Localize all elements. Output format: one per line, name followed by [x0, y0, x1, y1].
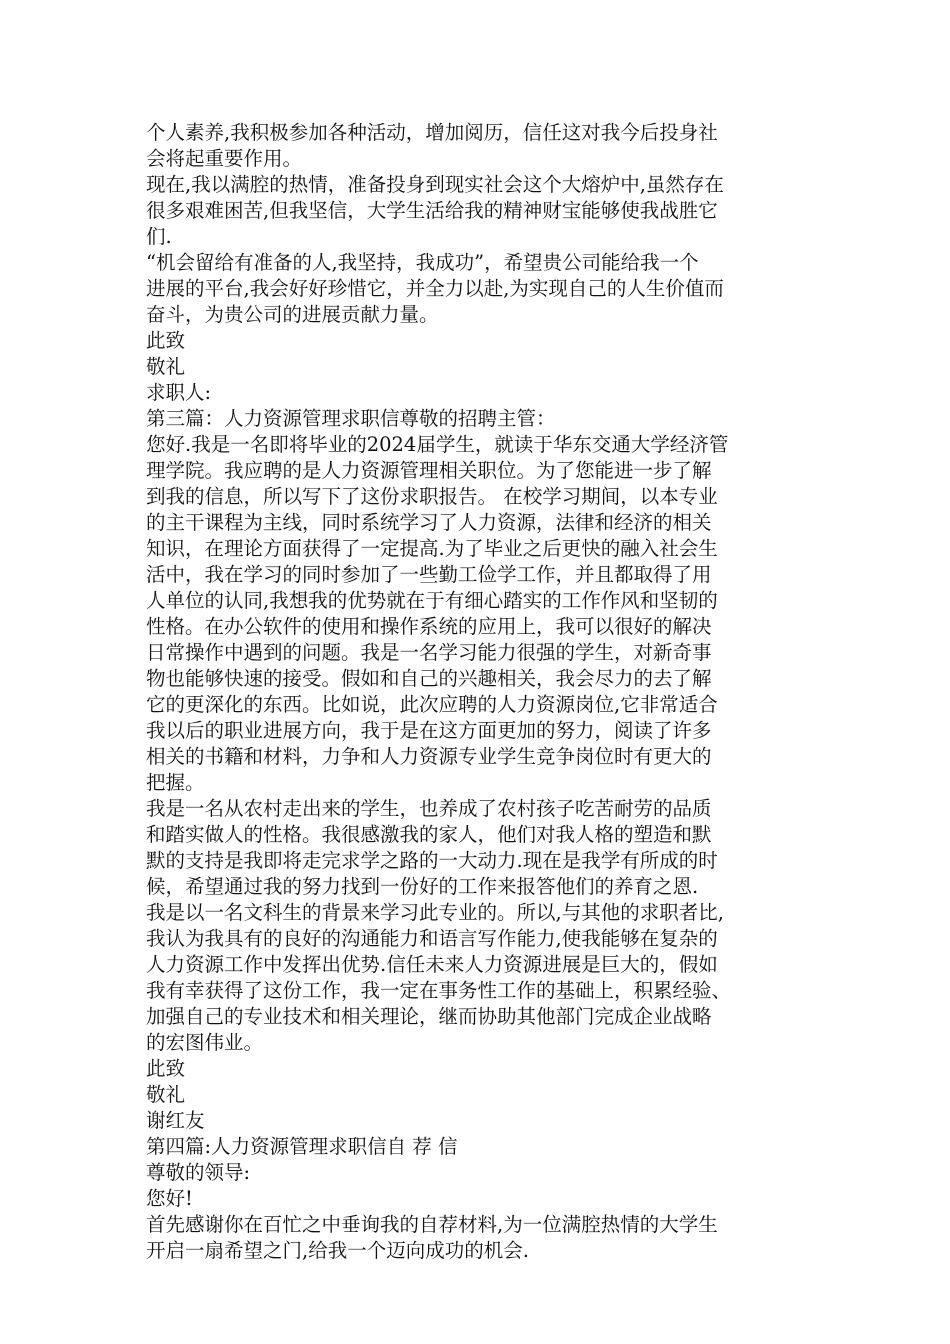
- text-line: 相关的书籍和材料，力争和人力资源专业学生竞争岗位时有更大的: [146, 745, 712, 768]
- text-line: 理学院。我应聘的是人力资源管理相关职位。为了您能进一步了解: [146, 459, 712, 482]
- closing-line: 此致: [146, 329, 186, 352]
- text-line: 我是一名从农村走出来的学生，也养成了农村孩子吃苦耐劳的品质: [146, 797, 712, 820]
- greeting-line: 您好!: [146, 1187, 193, 1210]
- text-line: “机会留给有准备的人,我坚持，我成功”，希望贵公司能给我一个: [146, 251, 699, 274]
- text-line: 我是以一名文科生的背景来学习此专业的。所以,与其他的求职者比,: [146, 901, 724, 924]
- section-heading: 第三篇：人力资源管理求职信尊敬的招聘主管：: [146, 407, 556, 430]
- text-line: 的宏图伟业。: [146, 1031, 264, 1054]
- text-line: 日常操作中遇到的问题。我是一名学习能力很强的学生，对新奇事: [146, 641, 712, 664]
- text-line: 我有幸获得了这份工作，我一定在事务性工作的基础上，积累经验、: [146, 979, 732, 1002]
- text-line: 您好.我是一名即将毕业的2024届学生，就读于华东交通大学经济管: [146, 433, 729, 456]
- text-line: 它的更深化的东西。比如说，此次应聘的人力资源岗位,它非常适合: [146, 693, 718, 716]
- text-line: 加强自己的专业技术和相关理论，继而协助其他部门完成企业战略: [146, 1005, 712, 1028]
- text-line: 物也能够快速的接受。假如和自己的兴趣相关，我会尽力的去了解: [146, 667, 712, 690]
- text-line: 首先感谢你在百忙之中垂询我的自荐材料,为一位满腔热情的大学生: [146, 1213, 718, 1236]
- closing-line: 敬礼: [146, 355, 186, 378]
- text-line: 活中，我在学习的同时参加了一些勤工俭学工作，并且都取得了用: [146, 563, 712, 586]
- closing-line: 敬礼: [146, 1083, 186, 1106]
- document-body: [146, 120, 836, 1264]
- text-line: 我认为我具有的良好的沟通能力和语言写作能力,使我能够在复杂的: [146, 927, 718, 950]
- text-line: 把握。: [146, 771, 205, 794]
- text-line: 奋斗，为贵公司的进展贡献力量。: [146, 303, 439, 326]
- section-heading: 第四篇:人力资源管理求职信自 荐 信: [146, 1135, 458, 1158]
- text-line: 和踏实做人的性格。我很感激我的家人，他们对我人格的塑造和默: [146, 823, 712, 846]
- text-line: 默的支持是我即将走完求学之路的一大动力.现在是我学有所成的时: [146, 849, 718, 872]
- text-line: 个人素养,我积极参加各种活动，增加阅历，信任这对我今后投身社: [146, 121, 718, 144]
- text-line: 到我的信息，所以写下了这份求职报告。 在校学习期间，以本专业: [146, 485, 718, 508]
- text-line: 我以后的职业进展方向，我于是在这方面更加的努力，阅读了许多: [146, 719, 712, 742]
- text-line: 知识，在理论方面获得了一定提高.为了毕业之后更快的融入社会生: [146, 537, 718, 560]
- text-line: 人力资源工作中发挥出优势.信任未来人力资源进展是巨大的，假如: [146, 953, 718, 976]
- text-line: 的主干课程为主线，同时系统学习了人力资源，法律和经济的相关: [146, 511, 712, 534]
- text-line: 们.: [146, 225, 172, 248]
- text-line: 很多艰难困苦,但我坚信，大学生活给我的精神财宝能够使我战胜它: [146, 199, 718, 222]
- text-line: 候，希望通过我的努力找到一份好的工作来报答他们的养育之恩.: [146, 875, 699, 898]
- text-line: 人单位的认同,我想我的优势就在于有细心踏实的工作作风和坚韧的: [146, 589, 718, 612]
- text-line: 会将起重要作用。: [146, 147, 303, 170]
- text-line: 进展的平台,我会好好珍惜它，并全力以赴,为实现自己的人生价值而: [146, 277, 724, 300]
- text-line: 现在,我以满腔的热情，准备投身到现实社会这个大熔炉中,虽然存在: [146, 173, 724, 196]
- text-line: 性格。在办公软件的使用和操作系统的应用上，我可以很好的解决: [146, 615, 712, 638]
- signature-line: 求职人:: [146, 381, 212, 404]
- closing-line: 此致: [146, 1057, 186, 1080]
- text-line: 开启一扇希望之门,给我一个迈向成功的机会.: [146, 1239, 529, 1262]
- salutation-line: 尊敬的领导:: [146, 1161, 251, 1184]
- signature-line: 谢红友: [146, 1109, 205, 1132]
